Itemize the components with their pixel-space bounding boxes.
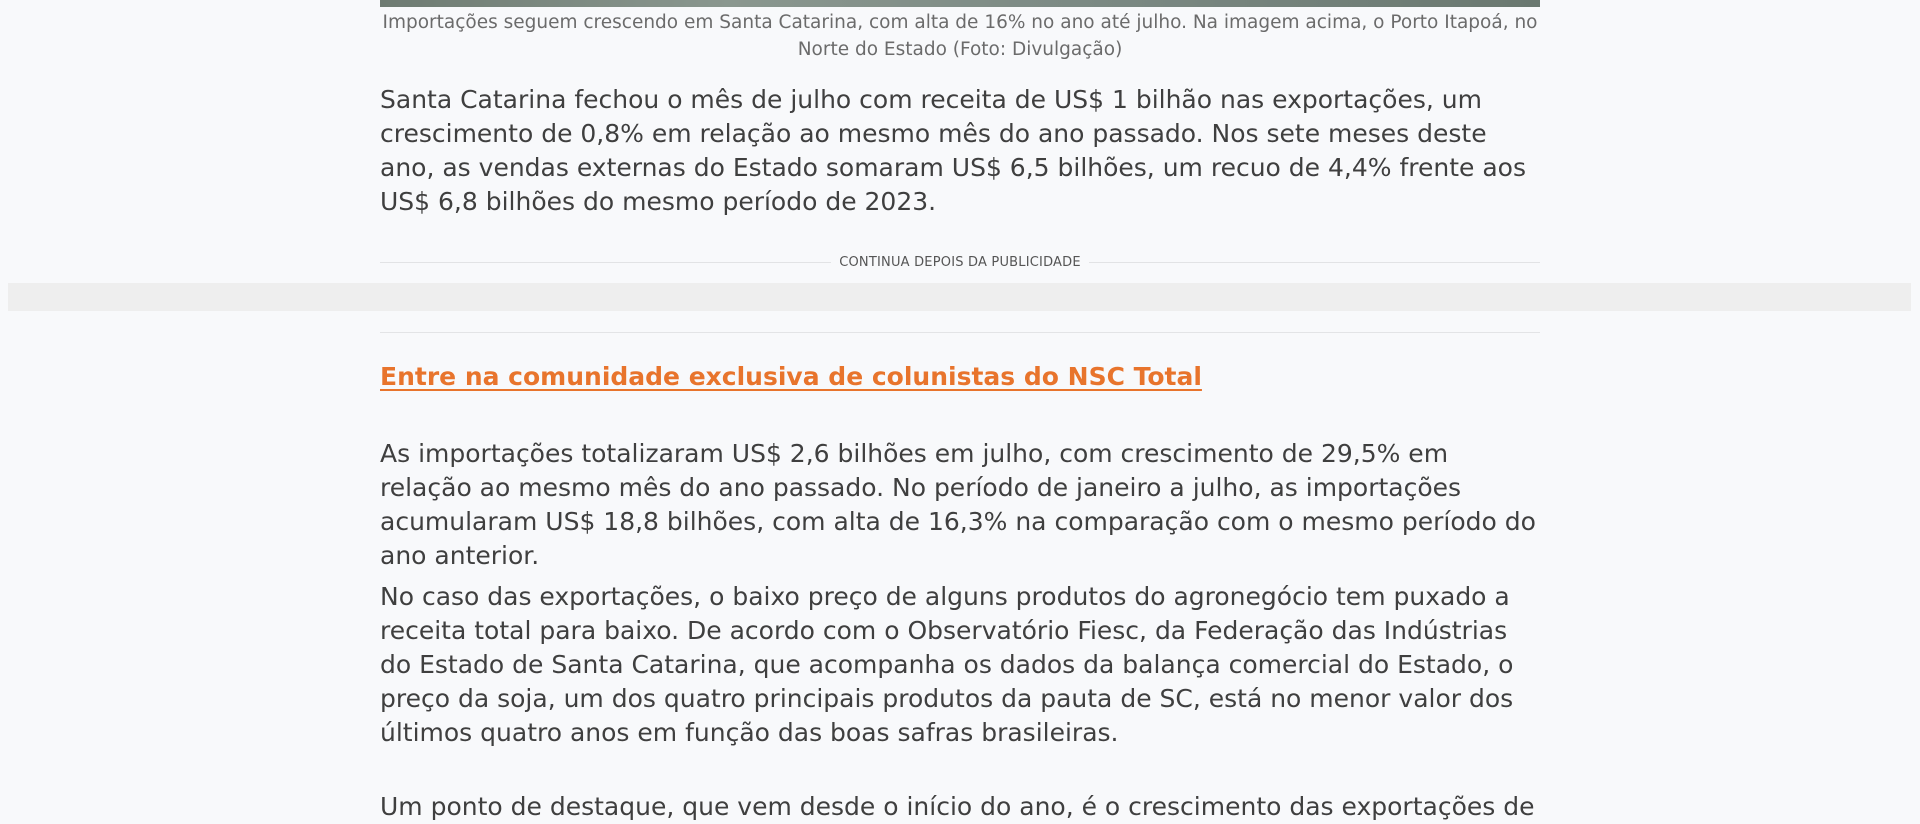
divider-line-left <box>380 262 831 263</box>
article-paragraph: As importações totalizaram US$ 2,6 bilhões em julho, com crescimento de 29,5% em relação ao mesmo mês do ano passado. No período de janeiro a julho, as importações acumularam US$ 18,8 bilhões, com alta de 16,3% na comparação com o mesmo período do ano anterior. <box>380 439 1536 570</box>
ad-label: CONTINUA DEPOIS DA PUBLICIDADE <box>839 254 1081 270</box>
community-link[interactable]: Entre na comunidade exclusiva de colunistas do NSC Total <box>380 362 1202 391</box>
article-paragraph: Santa Catarina fechou o mês de julho com receita de US$ 1 bilhão nas exportações, um crescimento de 0,8% em relação ao mesmo mês do ano passado. Nos sete meses deste ano, as vendas externas do Estado somaram US$ 6,5 bilhões, um recuo de 4,4% frente aos US$ 6,8 bilhões do mesmo período de 2023. <box>380 85 1526 216</box>
photo-caption: Importações seguem crescendo em Santa Catarina, com alta de 16% no ano até julho. Na imagem acima, o Porto Itapoá, no Norte do Estado (Foto: Divulgação) <box>382 12 1538 60</box>
article-paragraph: No caso das exportações, o baixo preço de alguns produtos do agronegócio tem puxado a receita total para baixo. De acordo com o Observatório Fiesc, da Federação das Indústrias do Estado de Santa Catarina, que acompanha os dados da balança comercial do Estado, o preço da soja, um dos quatro principais produtos da pauta de SC, está no menor valor dos últimos quatro anos em função das boas safras brasileiras. <box>380 582 1514 747</box>
article-photo <box>380 0 1540 7</box>
article-paragraph: Um ponto de destaque, que vem desde o início do ano, é o crescimento das exportações de <box>380 792 1535 821</box>
section-divider <box>380 332 1540 333</box>
ad-divider <box>380 252 1540 272</box>
divider-line-right <box>1089 262 1540 263</box>
ad-slot <box>8 283 1911 311</box>
